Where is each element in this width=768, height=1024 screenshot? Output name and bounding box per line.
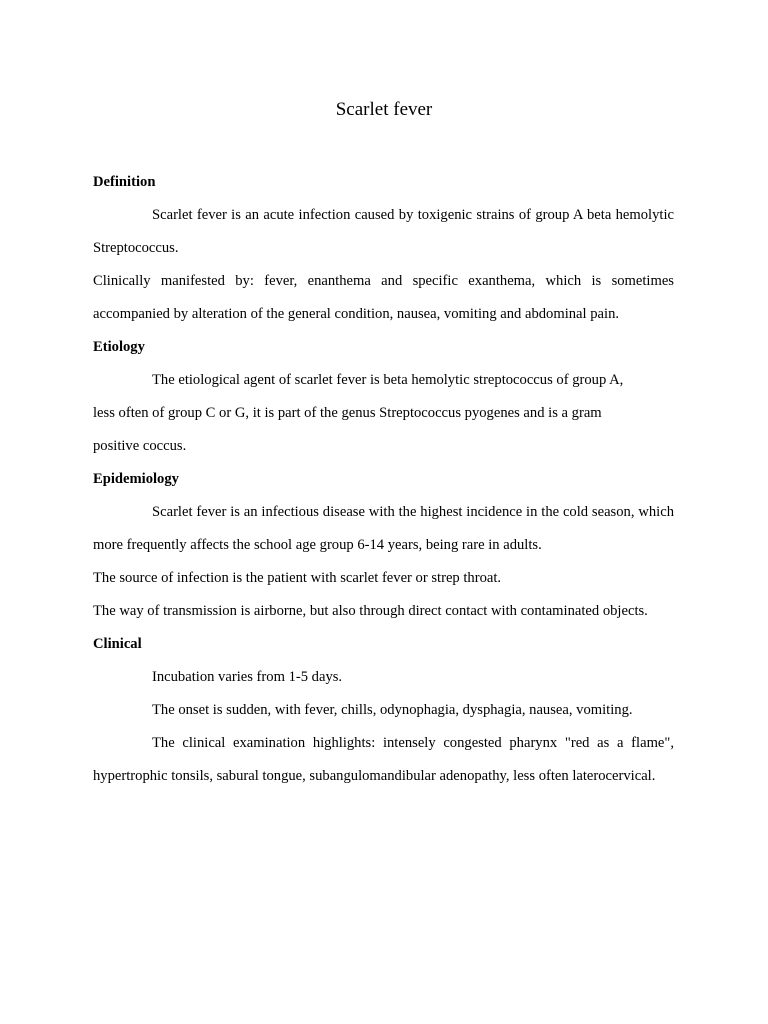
page-title: Scarlet fever xyxy=(335,99,433,120)
epidemiology-paragraph-1: Scarlet fever is an infectious disease with the highest incidence in the cold season, which more frequently affects the school age group 6-14 years, being rare in adults. xyxy=(93,504,674,553)
etiology-line-1: The etiological agent of scarlet fever is beta hemolytic streptococcus of group A, xyxy=(152,372,624,388)
epidemiology-paragraph-2: The source of infection is the patient with scarlet fever or strep throat. xyxy=(93,570,502,586)
section-heading-definition: Definition xyxy=(93,174,156,190)
clinical-paragraph-3: The clinical examination highlights: intensely congested pharynx "red as a flame", hypertrophic tonsils, sabural tongue, subangulomandibular adenopathy, less often laterocervical. xyxy=(93,735,674,784)
etiology-paragraph xyxy=(93,364,674,463)
section-heading-clinical: Clinical xyxy=(93,636,142,652)
section-heading-etiology: Etiology xyxy=(93,339,145,355)
definition-paragraph-1: Scarlet fever is an acute infection caused by toxigenic strains of group A beta hemolytic Streptococcus. xyxy=(93,207,674,256)
etiology-line-2: less often of group C or G, it is part of the genus Streptococcus pyogenes and is a gram xyxy=(93,405,602,421)
clinical-paragraph-2: The onset is sudden, with fever, chills, odynophagia, dysphagia, nausea, vomiting. xyxy=(152,702,633,718)
definition-paragraph-2: Clinically manifested by: fever, enanthema and specific exanthema, which is sometimes accompanied by alteration of the general condition, nausea, vomiting and abdominal pain. xyxy=(93,273,674,322)
section-heading-epidemiology: Epidemiology xyxy=(93,471,179,487)
epidemiology-paragraph-3: The way of transmission is airborne, but also through direct contact with contaminated objects. xyxy=(93,603,648,619)
clinical-paragraph-1: Incubation varies from 1-5 days. xyxy=(152,669,343,685)
etiology-line-3: positive coccus. xyxy=(93,438,187,454)
document-body xyxy=(93,166,674,793)
